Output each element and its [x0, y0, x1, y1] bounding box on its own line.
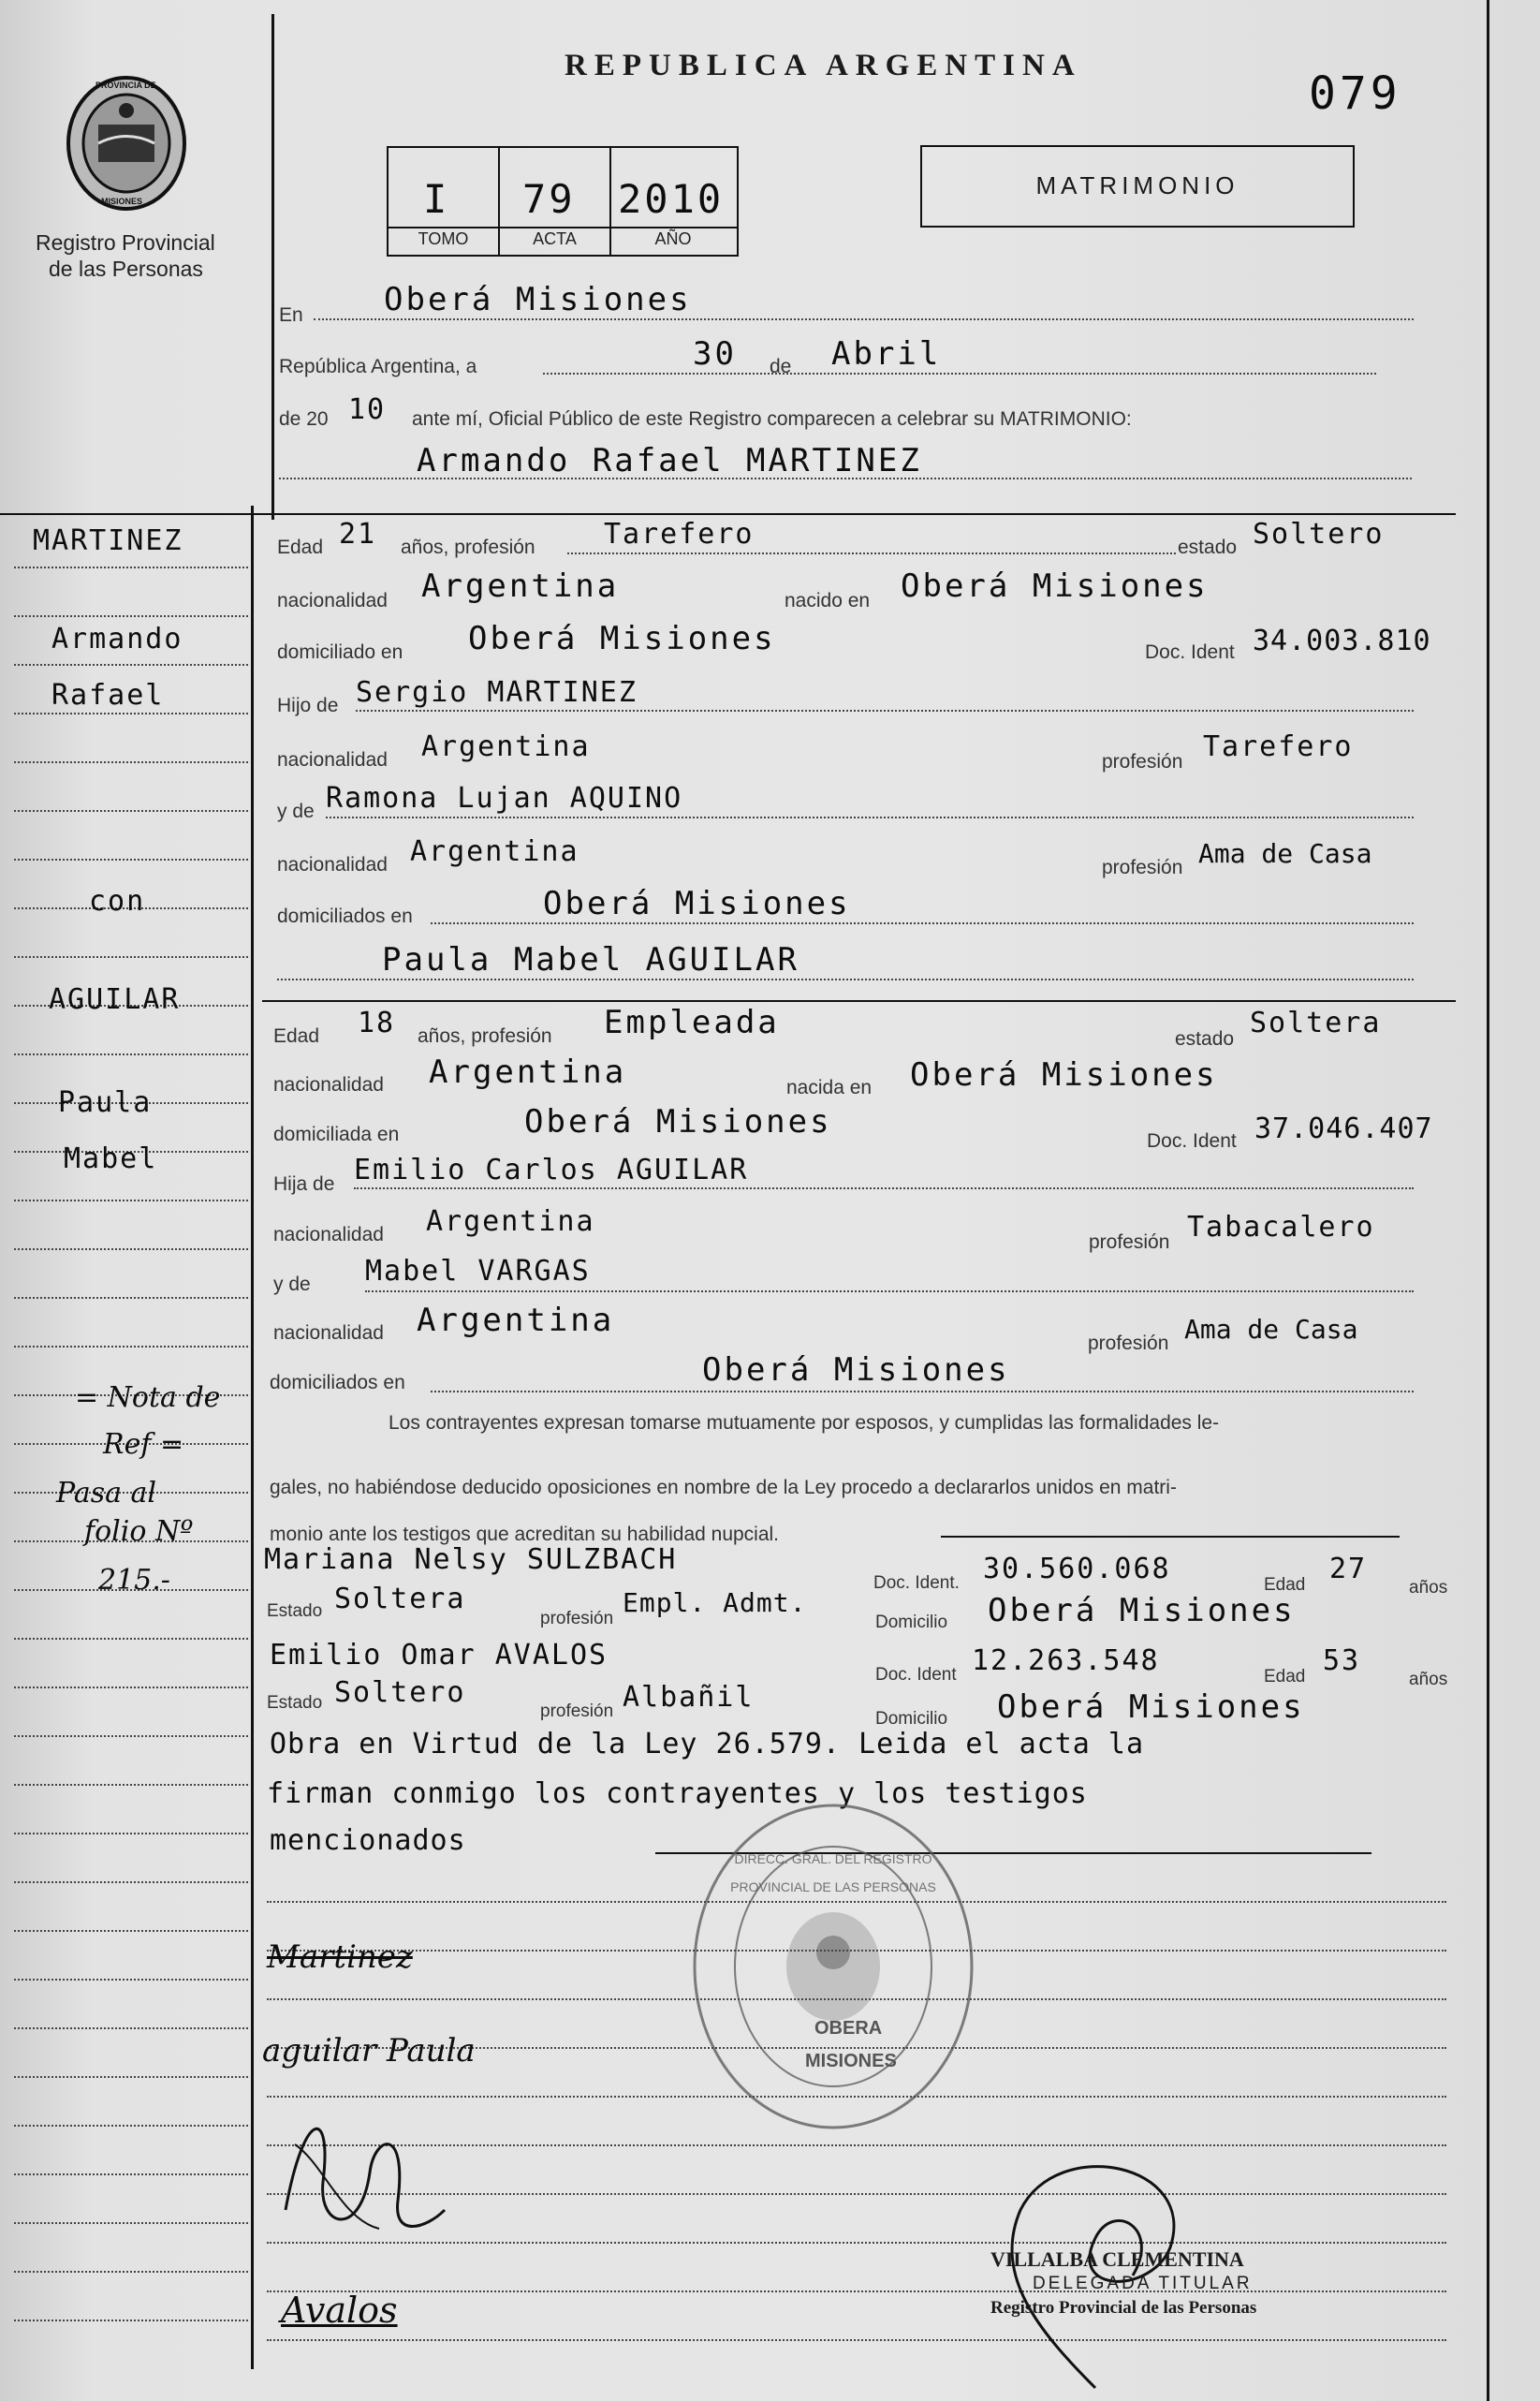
year-prefix: de 20	[279, 408, 329, 430]
margin-rule-line	[14, 956, 248, 958]
margin-con: con	[89, 885, 146, 918]
signature-rule-line	[267, 1901, 1446, 1903]
signature-groom: Martinez	[267, 1938, 413, 1976]
margin-rule-line	[14, 1881, 248, 1883]
bride-mother-nac-label: nacionalidad	[273, 1322, 384, 1344]
groom-mother-prof-label: profesión	[1102, 857, 1183, 878]
groom-edad: 21	[339, 518, 377, 551]
margin-bride-name2: Mabel	[64, 1142, 158, 1175]
acta-label: ACTA	[533, 229, 577, 248]
bride-father-line	[354, 1187, 1414, 1189]
margin-rule-line	[14, 1346, 248, 1348]
witness1-estado-label: Estado	[267, 1601, 323, 1621]
margin-groom-surname: MARTINEZ	[33, 524, 183, 557]
signature-bride: aguilar Paula	[262, 2032, 476, 2070]
groom-mother-nac: Argentina	[410, 835, 579, 868]
witness2-anos-label: años	[1409, 1670, 1448, 1689]
groom-father-nac: Argentina	[421, 730, 591, 763]
date-line	[543, 373, 1376, 375]
bride-parents-dom: Oberá Misiones	[702, 1351, 1010, 1389]
groom-nacionalidad-label: nacionalidad	[277, 590, 388, 611]
margin-note-line2: Ref =	[103, 1428, 184, 1461]
bride-mother-prof: Ama de Casa	[1184, 1314, 1358, 1345]
groom-domicilio: Oberá Misiones	[468, 620, 776, 657]
groom-father-line	[356, 710, 1414, 712]
tomo-label: TOMO	[418, 229, 469, 248]
bride-edad: 18	[358, 1007, 396, 1039]
witness2-profesion-label: profesión	[540, 1701, 614, 1721]
witness1-doc: 30.560.068	[983, 1553, 1171, 1585]
stamp-city: OBERA	[814, 2018, 883, 2039]
signature-rule-line	[267, 2291, 1446, 2292]
groom-section-top-rule	[0, 513, 1456, 515]
margin-rule-line	[14, 1687, 248, 1688]
bride-doc: 37.046.407	[1254, 1112, 1433, 1145]
groom-full-name: Armando Rafael MARTINEZ	[417, 442, 922, 479]
marriage-day: 30	[693, 335, 737, 373]
bride-profesion: Empleada	[604, 1004, 780, 1041]
margin-rule-line	[14, 1784, 248, 1786]
book-box-label-rule	[387, 227, 737, 228]
bride-yde-label: y de	[273, 1274, 311, 1295]
bride-estado-label: estado	[1175, 1028, 1235, 1050]
margin-rule-line	[14, 761, 248, 763]
groom-hijo-label: Hijo de	[277, 695, 339, 716]
margin-rule-line	[14, 1833, 248, 1834]
margin-rule-line	[14, 664, 248, 666]
groom-father: Sergio MARTINEZ	[356, 676, 638, 709]
groom-nacionalidad: Argentina	[421, 567, 620, 605]
witness1-profesion: Empl. Admt.	[623, 1587, 807, 1618]
groom-estado-label: estado	[1178, 537, 1238, 558]
bride-name-line	[277, 979, 1414, 980]
declaration-end-rule	[941, 1536, 1400, 1538]
bride-anos-profesion-label: años, profesión	[418, 1025, 552, 1047]
witness1-name: Mariana Nelsy SULZBACH	[264, 1543, 678, 1576]
bride-domiciliados-label: domiciliados en	[270, 1372, 405, 1393]
groom-estado: Soltero	[1253, 518, 1385, 551]
declaration-line2: gales, no habiéndose deducido oposiciones en nombre de la Ley procedo a declararlos unidos en matri-	[270, 1477, 1177, 1498]
de-label: de	[770, 356, 792, 377]
witness1-domicilio-label: Domicilio	[875, 1613, 948, 1632]
groom-mother: Ramona Lujan AQUINO	[326, 782, 683, 815]
margin-groom-name2: Rafael	[51, 679, 165, 712]
witness2-edad: 53	[1323, 1644, 1361, 1677]
closing-line3: mencionados	[270, 1824, 466, 1857]
bride-parents-dom-line	[431, 1391, 1414, 1392]
seal-bottom-text: MISIONES	[101, 197, 143, 206]
seal-top-text: PROVINCIA DE	[95, 81, 156, 90]
groom-line-1	[567, 552, 1176, 554]
witness1-doc-label: Doc. Ident.	[873, 1573, 960, 1593]
marriage-month: Abril	[831, 335, 942, 373]
groom-mother-prof: Ama de Casa	[1198, 838, 1372, 869]
bride-nacionalidad-label: nacionalidad	[273, 1074, 384, 1096]
bride-section-top-rule	[262, 1000, 1456, 1002]
groom-mother-nac-label: nacionalidad	[277, 854, 388, 876]
groom-nacido-label: nacido en	[785, 590, 871, 611]
margin-rule-line	[14, 1930, 248, 1932]
margin-note-line1: = Nota de	[75, 1381, 221, 1414]
bride-doc-label: Doc. Ident	[1147, 1130, 1237, 1152]
witness2-edad-label: Edad	[1264, 1667, 1306, 1687]
declaration-line3: monio ante los testigos que acreditan su habilidad nupcial.	[270, 1524, 780, 1545]
marriage-year-suffix: 10	[348, 393, 387, 426]
groom-nacido: Oberá Misiones	[901, 567, 1209, 605]
acta-value: 79	[522, 176, 576, 222]
margin-note-line5: 215.-	[98, 1564, 170, 1597]
groom-doc: 34.003.810	[1253, 625, 1431, 657]
left-column-border	[251, 506, 254, 2369]
witness1-anos-label: años	[1409, 1578, 1448, 1598]
margin-rule-line	[14, 615, 248, 617]
margin-rule-line	[14, 810, 248, 812]
margin-rule-line	[14, 2076, 248, 2078]
witness2-estado: Soltero	[334, 1676, 466, 1709]
official-name: VILLALBA CLEMENTINA	[990, 2247, 1244, 2271]
margin-rule-line	[14, 713, 248, 714]
witness1-edad: 27	[1329, 1553, 1368, 1585]
bride-mother: Mabel VARGAS	[365, 1255, 591, 1288]
margin-rule-line	[14, 2173, 248, 2175]
margin-rule-line	[14, 859, 248, 861]
groom-doc-label: Doc. Ident	[1145, 641, 1235, 663]
witness2-doc: 12.263.548	[972, 1644, 1160, 1677]
bride-father-prof: Tabacalero	[1187, 1211, 1375, 1244]
left-margin-border	[271, 14, 274, 520]
en-label: En	[279, 304, 303, 326]
margin-rule-line	[14, 2271, 248, 2273]
groom-profesion: Tarefero	[604, 518, 755, 551]
registry-name-line2: de las Personas	[49, 257, 203, 281]
right-border	[1487, 0, 1489, 2401]
closing-line2: firman conmigo los contrayentes y los testigos	[267, 1777, 1088, 1810]
closing-line1: Obra en Virtud de la Ley 26.579. Leida el acta la	[270, 1728, 1145, 1760]
margin-rule-line	[14, 2125, 248, 2127]
signature-rule-line	[267, 1998, 1446, 2000]
margin-note-line3: Pasa al	[56, 1477, 157, 1510]
witness1-domicilio: Oberá Misiones	[988, 1592, 1296, 1629]
bride-father-nac: Argentina	[426, 1205, 595, 1238]
witness2-estado-label: Estado	[267, 1693, 323, 1713]
groom-father-prof: Tarefero	[1203, 730, 1354, 763]
registry-name-line1: Registro Provincial	[36, 230, 215, 255]
signature-witness2: Avalos	[281, 2290, 398, 2331]
margin-bride-surname: AGUILAR	[49, 983, 181, 1016]
groom-father-prof-label: profesión	[1102, 751, 1183, 773]
act-type-label: MATRIMONIO	[1035, 171, 1239, 199]
margin-groom-name1: Armando	[51, 623, 183, 655]
declaration-line1: Los contrayentes expresan tomarse mutuamente por esposos, y cumplidas las formalidades le-	[389, 1412, 1220, 1434]
margin-rule-line	[14, 2320, 248, 2321]
margin-rule-line	[14, 1200, 248, 1201]
margin-bride-name1: Paula	[58, 1086, 153, 1119]
groom-domiciliado-label: domiciliado en	[277, 641, 403, 663]
groom-domiciliados-label: domiciliados en	[277, 906, 413, 927]
bride-nacida-label: nacida en	[786, 1077, 873, 1098]
bride-nacionalidad: Argentina	[429, 1053, 627, 1091]
republica-label: República Argentina, a	[279, 356, 477, 377]
bride-mother-line	[365, 1290, 1414, 1292]
bride-hija-label: Hija de	[273, 1173, 335, 1195]
country-title: REPUBLICA ARGENTINA	[565, 49, 1082, 82]
witness2-doc-label: Doc. Ident	[875, 1665, 957, 1685]
ante-text: ante mí, Oficial Público de este Registro comparecen a celebrar su MATRIMONIO:	[412, 408, 1132, 430]
margin-rule-line	[14, 1638, 248, 1640]
groom-yde-label: y de	[277, 801, 315, 822]
bride-father-prof-label: profesión	[1089, 1231, 1170, 1253]
groom-anos-profesion-label: años, profesión	[401, 537, 535, 558]
bride-nacida: Oberá Misiones	[910, 1056, 1218, 1094]
official-title: DELEGADA TITULAR	[1033, 2274, 1253, 2293]
signature-witness1	[267, 2088, 454, 2257]
margin-rule-line	[14, 1979, 248, 1981]
bride-mother-prof-label: profesión	[1088, 1333, 1169, 1354]
groom-father-nac-label: nacionalidad	[277, 749, 388, 771]
witness1-estado: Soltera	[334, 1583, 466, 1615]
margin-rule-line	[14, 2027, 248, 2029]
bride-full-name: Paula Mabel AGUILAR	[382, 941, 799, 979]
signature-rule-line	[267, 1950, 1446, 1952]
margin-rule-line	[14, 567, 248, 568]
margin-rule-line	[14, 1297, 248, 1299]
bride-edad-label: Edad	[273, 1025, 320, 1047]
marriage-place: Oberá Misiones	[384, 281, 692, 318]
margin-rule-line	[14, 1248, 248, 1250]
stamp-ring-text: DIRECC. GRAL. DEL REGISTRO PROVINCIAL DE LAS PERSONAS	[730, 1851, 936, 1894]
bride-mother-nac: Argentina	[417, 1302, 615, 1339]
margin-note-line4: folio Nº	[84, 1515, 194, 1548]
signature-rule-line	[267, 2339, 1446, 2341]
bride-domicilio: Oberá Misiones	[524, 1103, 832, 1141]
province-seal-icon	[61, 73, 192, 214]
margin-rule-line	[14, 2222, 248, 2224]
official-office: Registro Provincial de las Personas	[990, 2298, 1257, 2318]
tomo-value: I	[423, 176, 450, 222]
groom-edad-label: Edad	[277, 537, 324, 558]
margin-rule-line	[14, 1053, 248, 1055]
bride-domiciliada-label: domiciliada en	[273, 1124, 400, 1145]
stamp-province: MISIONES	[805, 2051, 897, 2071]
witness2-domicilio-label: Domicilio	[875, 1709, 948, 1729]
ano-value: 2010	[618, 176, 725, 222]
ano-label: AÑO	[654, 229, 692, 248]
bride-estado: Soltera	[1250, 1007, 1382, 1039]
groom-parents-dom-line	[431, 922, 1414, 924]
witness1-edad-label: Edad	[1264, 1575, 1306, 1595]
witness1-profesion-label: profesión	[540, 1609, 614, 1628]
groom-mother-line	[326, 817, 1414, 818]
margin-rule-line	[14, 1735, 248, 1737]
witness2-profesion: Albañil	[623, 1681, 755, 1714]
witness2-domicilio: Oberá Misiones	[997, 1688, 1305, 1726]
witness2-name: Emilio Omar AVALOS	[270, 1639, 609, 1672]
place-line	[314, 318, 1414, 320]
groom-parents-dom: Oberá Misiones	[543, 885, 851, 922]
folio-number: 079	[1309, 67, 1401, 120]
bride-father-nac-label: nacionalidad	[273, 1224, 384, 1245]
bride-father: Emilio Carlos AGUILAR	[354, 1154, 749, 1186]
